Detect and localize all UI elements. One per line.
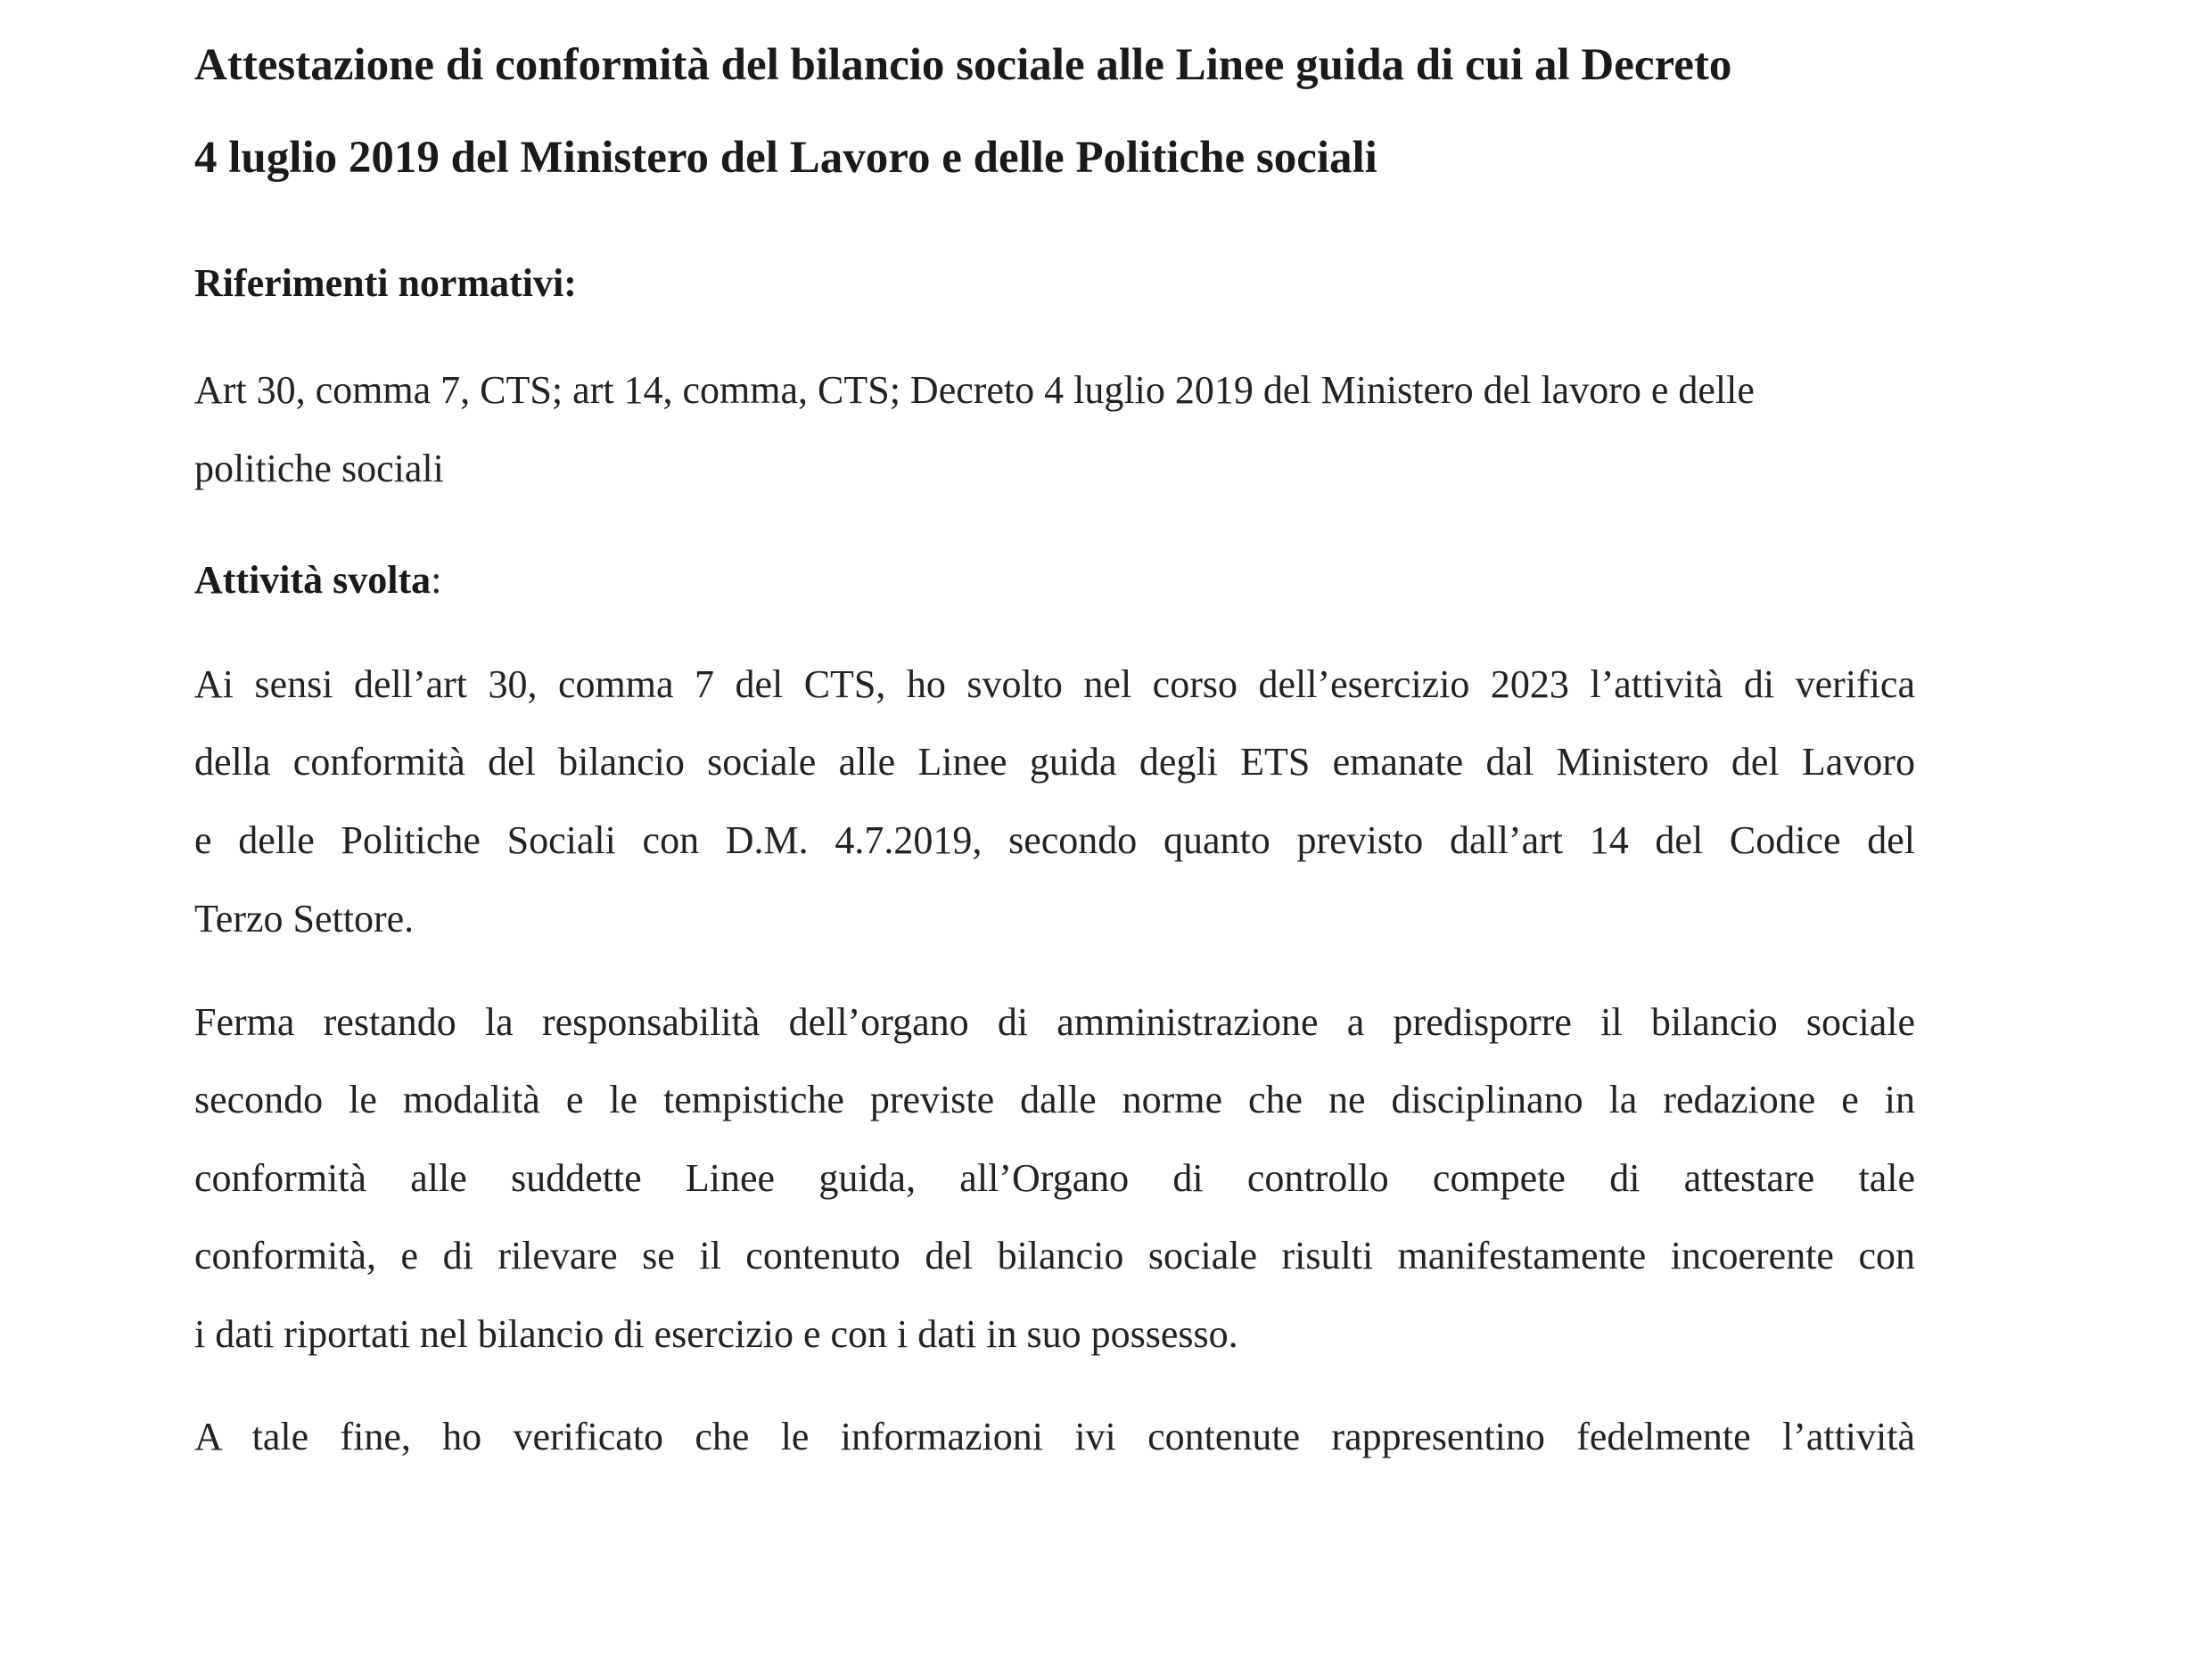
- section-heading-activity-colon: :: [431, 558, 442, 602]
- activity-paragraph-1-line-2: della conformità del bilancio sociale alle Linee guida degli ETS emanate dal Ministero del Lavoro: [194, 740, 1915, 784]
- document-title-line-2: 4 luglio 2019 del Ministero del Lavoro e delle Politiche sociali: [194, 133, 1377, 183]
- activity-paragraph-2-line-2: secondo le modalità e le tempistiche previste dalle norme che ne disciplinano la redazione e in: [194, 1078, 1915, 1121]
- section-heading-activity-label: Attività svolta: [194, 558, 432, 602]
- section-heading-references: Riferimenti normativi:: [194, 261, 577, 305]
- section-heading-activity: [194, 557, 441, 603]
- references-text-line-1: Art 30, comma 7, CTS; art 14, comma, CTS; Decreto 4 luglio 2019 del Ministero del lavoro e delle: [194, 368, 1755, 412]
- activity-paragraph-2-line-1: Ferma restando la responsabilità dell’organo di amministrazione a predisporre il bilancio sociale: [194, 1000, 1915, 1044]
- activity-paragraph-1-line-1: Ai sensi dell’art 30, comma 7 del CTS, ho svolto nel corso dell’esercizio 2023 l’attività di verifica: [194, 662, 1915, 706]
- activity-paragraph-1-line-3: e delle Politiche Sociali con D.M. 4.7.2019, secondo quanto previsto dall’art 14 del Codice del: [194, 818, 1915, 862]
- activity-paragraph-2-line-5: i dati riportati nel bilancio di esercizio e con i dati in suo possesso.: [194, 1312, 1238, 1356]
- activity-paragraph-3-line-1: A tale fine, ho verificato che le informazioni ivi contenute rappresentino fedelmente l’attività: [194, 1415, 1915, 1458]
- document-title-line-1: Attestazione di conformità del bilancio sociale alle Linee guida di cui al Decreto: [194, 40, 1732, 90]
- activity-paragraph-2-line-4: conformità, e di rilevare se il contenuto del bilancio sociale risulti manifestamente incoerente con: [194, 1234, 1915, 1277]
- activity-paragraph-1-line-4: Terzo Settore.: [194, 897, 415, 940]
- references-text-line-2: politiche sociali: [194, 447, 444, 490]
- activity-paragraph-2-line-3: conformità alle suddette Linee guida, all’Organo di controllo compete di attestare tale: [194, 1156, 1915, 1200]
